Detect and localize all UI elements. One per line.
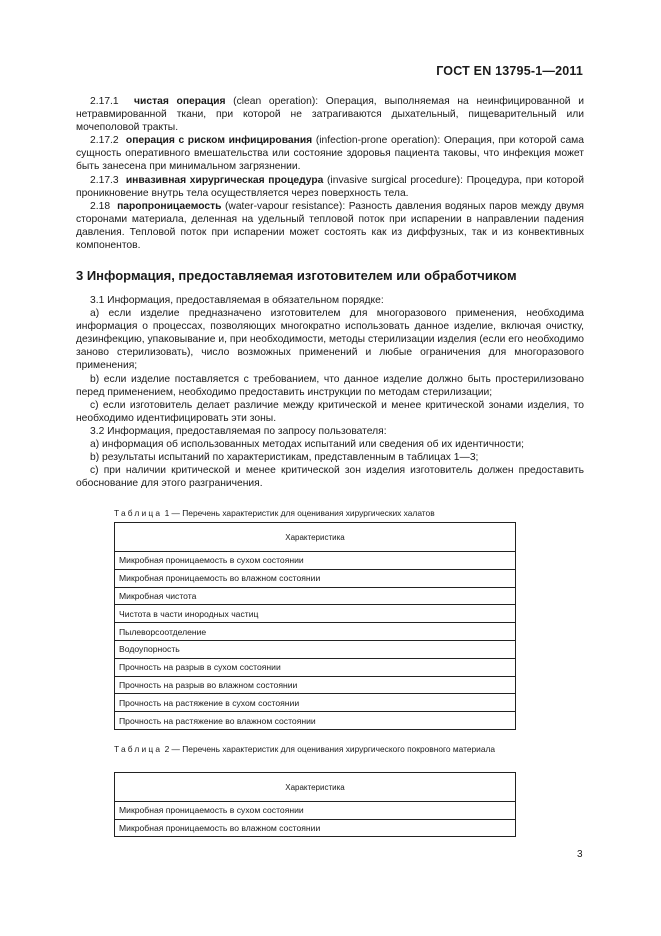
page-number: 3 (577, 849, 583, 860)
table-row: Микробная чистота (115, 587, 516, 605)
paragraph: 3.1 Информация, предоставляемая в обязательном порядке: (90, 295, 384, 306)
definition-2-17-1: 2.17.1 чистая операция (clean operation): Операция, выполняемая на неинфицированной и нетравмированной ткани, при которой не затрагиваются дыхательный, пищеварительный или мочеполовой тракты. (76, 96, 584, 134)
term: операция с риском инфицирования (125, 135, 313, 147)
paragraph: c) если изготовитель делает различие между критической и менее критической зонами изделия, то необходимо идентифицировать эти зоны. (76, 399, 584, 424)
definition-2-18: 2.18 паропроницаемость (water-vapour resistance): Разность давления водяных паров между двумя сторонами материала, деленная на удельный тепловой поток при испарении в направлении падения давления. Тепловой поток при испарении может состоять как из диффузных, так и из конвективных компонентов. (76, 200, 584, 252)
table-row: Микробная проницаемость в сухом состоянии (115, 802, 516, 820)
table-row: Пылеворсоотделение (115, 623, 516, 641)
definition-2-17-3: 2.17.3 инвазивная хирургическая процедура (invasive surgical procedure): Процедура, при которой проникновение внутрь тела осуществляется через поверхность тела. (76, 174, 584, 199)
table-row: Прочность на растяжение во влажном состоянии (115, 712, 516, 730)
table-row: Прочность на разрыв в сухом состоянии (115, 658, 516, 676)
term: чистая операция (134, 96, 226, 107)
paragraph: b) результаты испытаний по характеристикам, представленным в таблицах 1—3; (90, 452, 479, 464)
table-row: Микробная проницаемость в сухом состоянии (115, 552, 516, 570)
paragraph: c) при наличии критической и менее критической зон изделия изготовитель должен предоставить обоснование для этого разграничения. (76, 465, 584, 490)
table-row: Чистота в части инородных частиц (115, 605, 516, 623)
term: инвазивная хирургическая процедура (125, 174, 324, 186)
table-1 (114, 522, 516, 730)
table-row: Водоупорность (115, 640, 516, 658)
column-header: Характеристика (115, 773, 516, 802)
column-header: Характеристика (115, 523, 516, 552)
table-row: Прочность на растяжение в сухом состоянии (115, 694, 516, 712)
paragraph: 3.2 Информация, предоставляемая по запросу пользователя: (90, 425, 387, 437)
document-number: ГОСТ EN 13795-1—2011 (436, 64, 583, 78)
paragraph: b) если изделие поставляется с требованием, что данное изделие должно быть простерилизовано перед применением, необходимо предоставить инструкции по методам стерилизации; (76, 373, 584, 398)
term: паропроницаемость (117, 200, 222, 212)
definitions-block (76, 95, 584, 252)
definition-2-17-2: 2.17.2 операция с риском инфицирования (infection-prone operation): Операция, при которой сама сущность оперативного вмешательства или состояние здоровья пациента таковы, что инфекция может быть занесена при минимальном загрязнении. (76, 135, 584, 173)
table-2-caption: Таблица 2 — Перечень характеристик для оценивания хирургического покровного материала (114, 744, 496, 754)
table-row: Прочность на разрыв во влажном состоянии (115, 676, 516, 694)
section-3-body (76, 294, 584, 490)
table-row: Микробная проницаемость во влажном состоянии (115, 569, 516, 587)
paragraph: a) если изделие предназначено изготовителем для многоразового применения, необходима информация о процессах, позволяющих многократно использовать данное изделие, включая очистку, дезинфекцию, упаковывание и, при необходимости, методы стерилизации изделия (если его необходимо заново стерилизовать), число возможных применений и любые ограничения для многоразового применения; (76, 308, 584, 372)
table-2 (114, 772, 516, 837)
table-row: Микробная проницаемость во влажном состоянии (115, 819, 516, 837)
paragraph: a) информация об использованных методах испытаний или сведения об их идентичности; (90, 439, 524, 451)
section-heading: 3 Информация, предоставляемая изготовителем или обработчиком (76, 268, 517, 283)
table-1-caption: Таблица 1 — Перечень характеристик для оценивания хирургических халатов (114, 508, 435, 518)
